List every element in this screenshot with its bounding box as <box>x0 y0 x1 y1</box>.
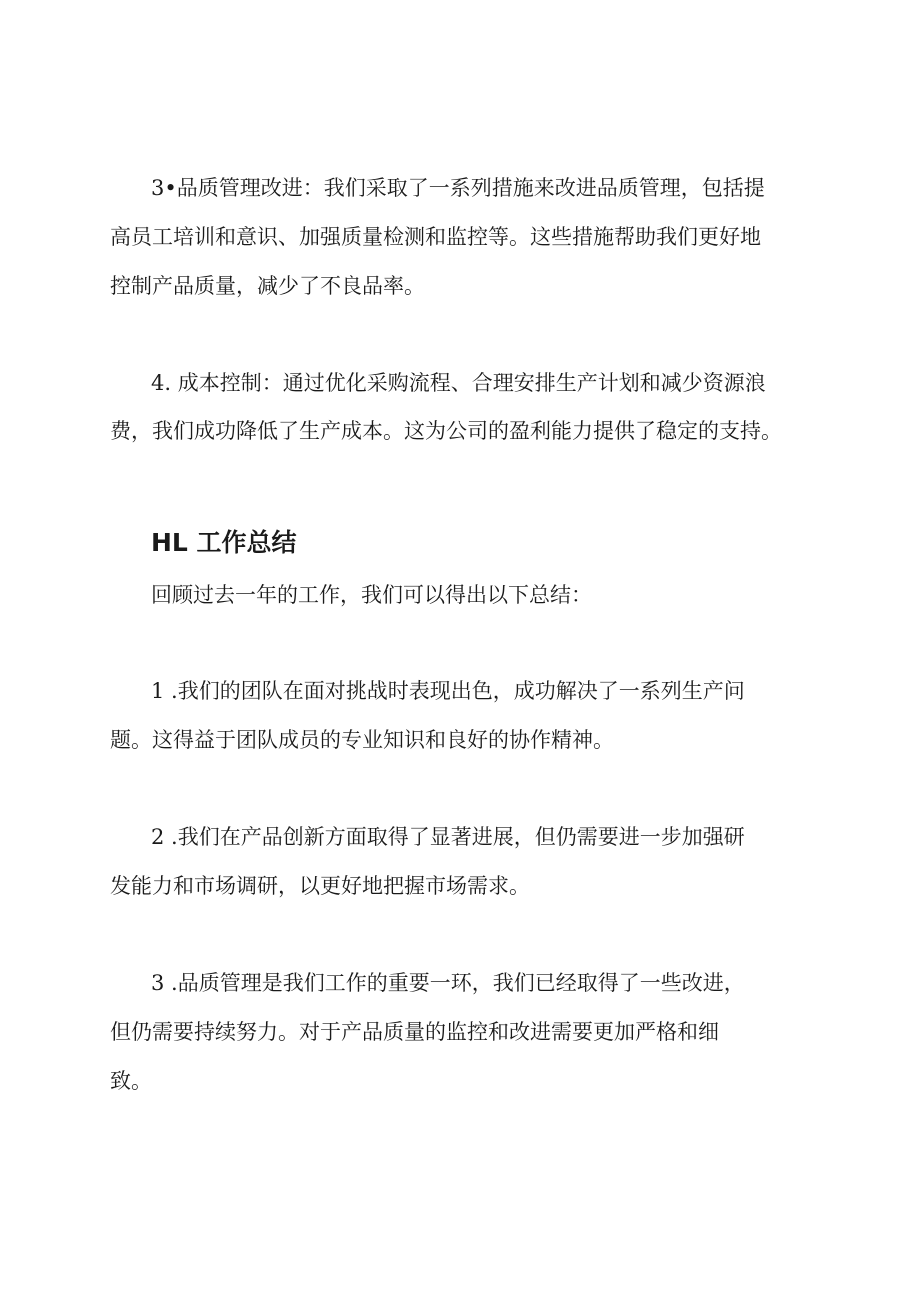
quality-mgmt-line-2: 高员工培训和意识、加强质量检测和监控等。这些措施帮助我们更好地 <box>110 225 761 249</box>
summary-point-3-line-3: 致。 <box>110 1069 152 1093</box>
summary-point-2-line-2: 发能力和市场调研，以更好地把握市场需求。 <box>110 874 530 898</box>
quality-mgmt-line-1: 3•品质管理改进：我们采取了一系列措施来改进品质管理，包括提 <box>151 176 765 200</box>
cost-control-line-2: 费，我们成功降低了生产成本。这为公司的盈利能力提供了稳定的支持。 <box>110 419 782 443</box>
summary-point-3-line-2: 但仍需要持续努力。对于产品质量的监控和改进需要更加严格和细 <box>110 1020 719 1044</box>
summary-point-2-line-1: 2 .我们在产品创新方面取得了显著进展，但仍需要进一步加强研 <box>151 825 745 849</box>
summary-heading: HL 工作总结 <box>151 528 297 557</box>
summary-point-3-line-1: 3 .品质管理是我们工作的重要一环，我们已经取得了一些改进， <box>151 971 745 995</box>
summary-intro: 回顾过去一年的工作，我们可以得出以下总结： <box>151 583 592 607</box>
summary-point-1-line-2: 题。这得益于团队成员的专业知识和良好的协作精神。 <box>110 728 614 752</box>
summary-point-1-line-1: 1 .我们的团队在面对挑战时表现出色，成功解决了一系列生产问 <box>151 679 745 703</box>
cost-control-line-1: 4. 成本控制：通过优化采购流程、合理安排生产计划和减少资源浪 <box>151 371 766 395</box>
quality-mgmt-line-3: 控制产品质量，减少了不良品率。 <box>110 274 425 298</box>
